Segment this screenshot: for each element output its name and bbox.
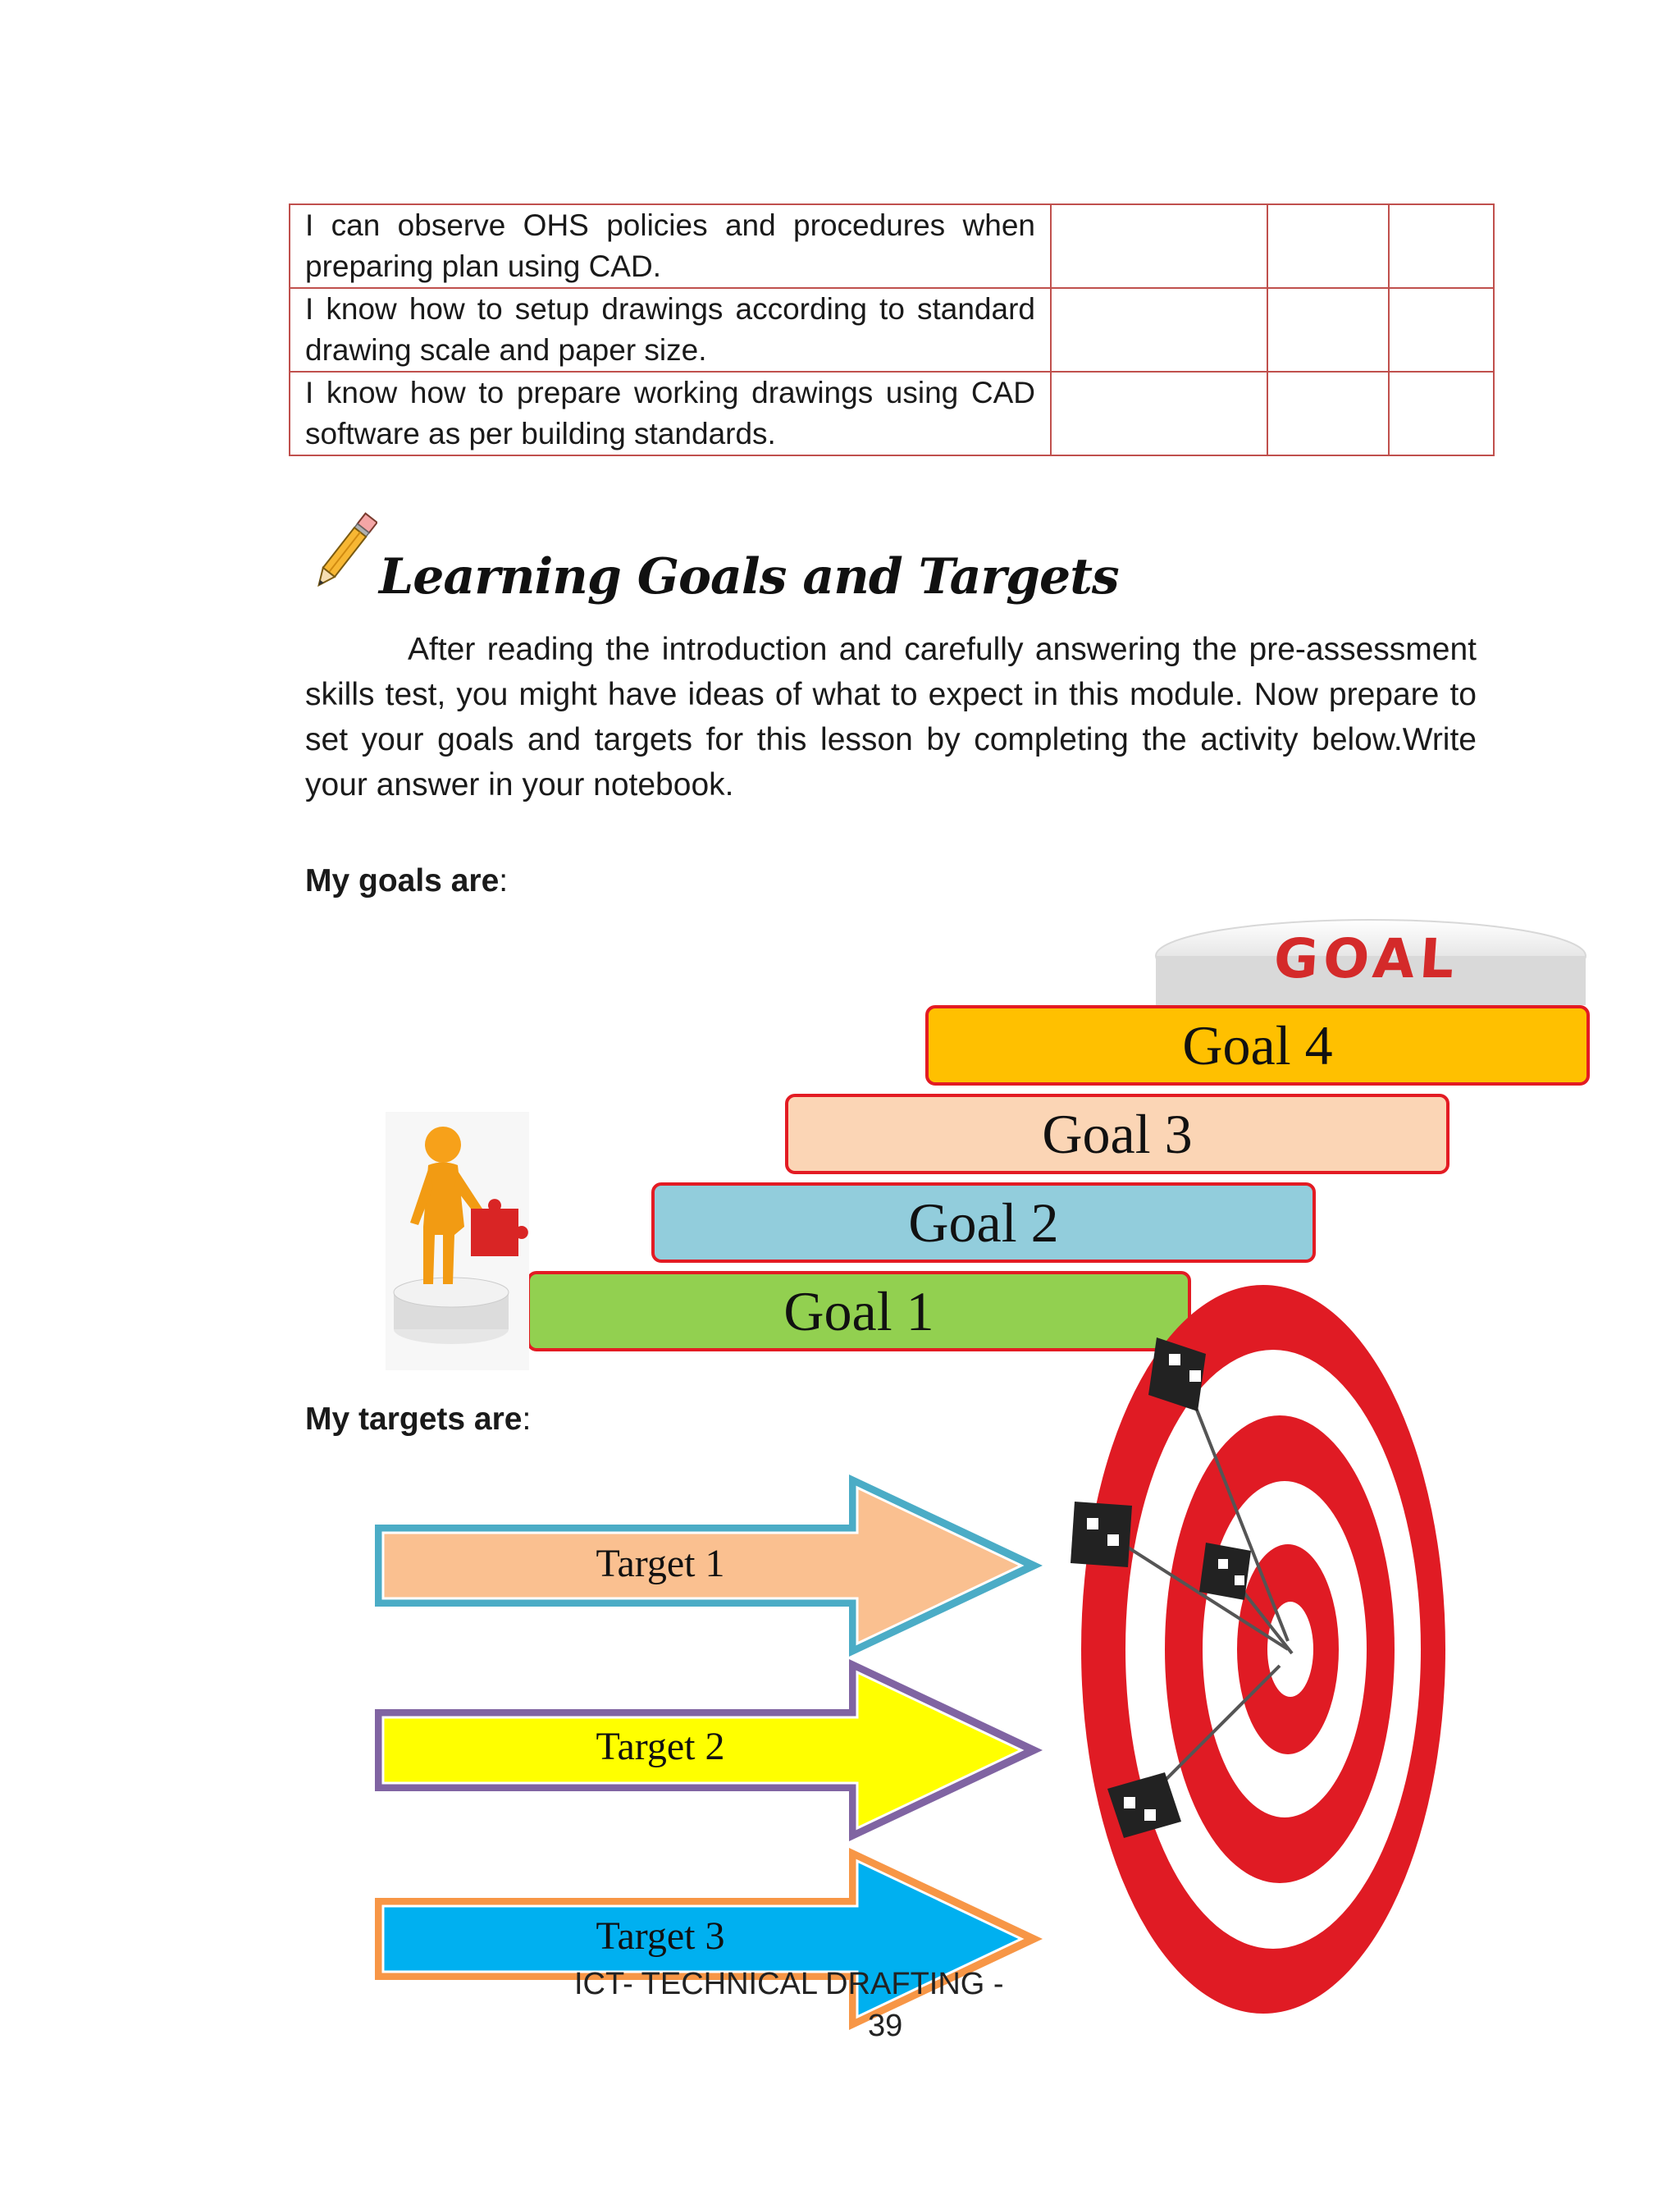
pencil-icon — [312, 507, 377, 597]
intro-paragraph: After reading the introduction and carefully answering the pre-assessment skills test, you might have ideas of what to expect in this module. Now prepare to set your goals and targets for this lesson by completing the activity below.Write your answer in your notebook. — [305, 632, 1477, 802]
rating-cell[interactable] — [1389, 204, 1494, 288]
table-row — [290, 372, 1494, 455]
targets-label-text: My targets are — [305, 1401, 523, 1437]
goals-label — [305, 863, 508, 899]
dartboard-target-illustration — [1058, 1280, 1452, 2019]
targets-label — [305, 1401, 531, 1438]
section-title: Learning Goals and Targets — [379, 548, 1119, 606]
targets-label-colon: : — [522, 1401, 532, 1437]
statement-cell: I can observe OHS policies and procedures when preparing plan using CAD. — [290, 204, 1051, 288]
rating-cell[interactable] — [1051, 288, 1267, 372]
rating-cell[interactable] — [1389, 288, 1494, 372]
goals-label-text: My goals are — [305, 863, 500, 898]
statement-cell: I know how to prepare working drawings using CAD software as per building standards. — [290, 372, 1051, 455]
goal-pedestal-logo — [1153, 898, 1589, 1005]
target-1-label: Target 1 — [596, 1542, 725, 1585]
page-number: 39 — [868, 2009, 903, 2043]
goal-2-box[interactable] — [651, 1182, 1316, 1263]
table-row — [290, 288, 1494, 372]
rating-cell[interactable] — [1267, 204, 1389, 288]
rating-cell[interactable] — [1267, 372, 1389, 455]
rating-cell[interactable] — [1267, 288, 1389, 372]
target-2-label: Target 2 — [596, 1725, 725, 1768]
target-3-label: Target 3 — [596, 1914, 725, 1958]
rating-cell[interactable] — [1389, 372, 1494, 455]
goal-logo-text: GOAL — [1271, 927, 1462, 990]
statement-cell: I know how to setup drawings according to standard drawing scale and paper size. — [290, 288, 1051, 372]
self-assessment-table — [289, 203, 1495, 456]
goals-label-colon: : — [499, 863, 509, 898]
table-row — [290, 204, 1494, 288]
footer-course-title: ICT- TECHNICAL DRAFTING - — [574, 1967, 1004, 2001]
goal-3-label: Goal 3 — [1042, 1102, 1193, 1165]
goal-4-box[interactable] — [925, 1005, 1590, 1086]
goal-1-label: Goal 1 — [783, 1279, 934, 1342]
puzzle-person-illustration — [386, 1112, 529, 1370]
goal-2-label: Goal 2 — [908, 1191, 1059, 1254]
goal-3-box[interactable] — [785, 1094, 1449, 1174]
rating-cell[interactable] — [1051, 204, 1267, 288]
rating-cell[interactable] — [1051, 372, 1267, 455]
goal-4-label: Goal 4 — [1182, 1013, 1333, 1077]
